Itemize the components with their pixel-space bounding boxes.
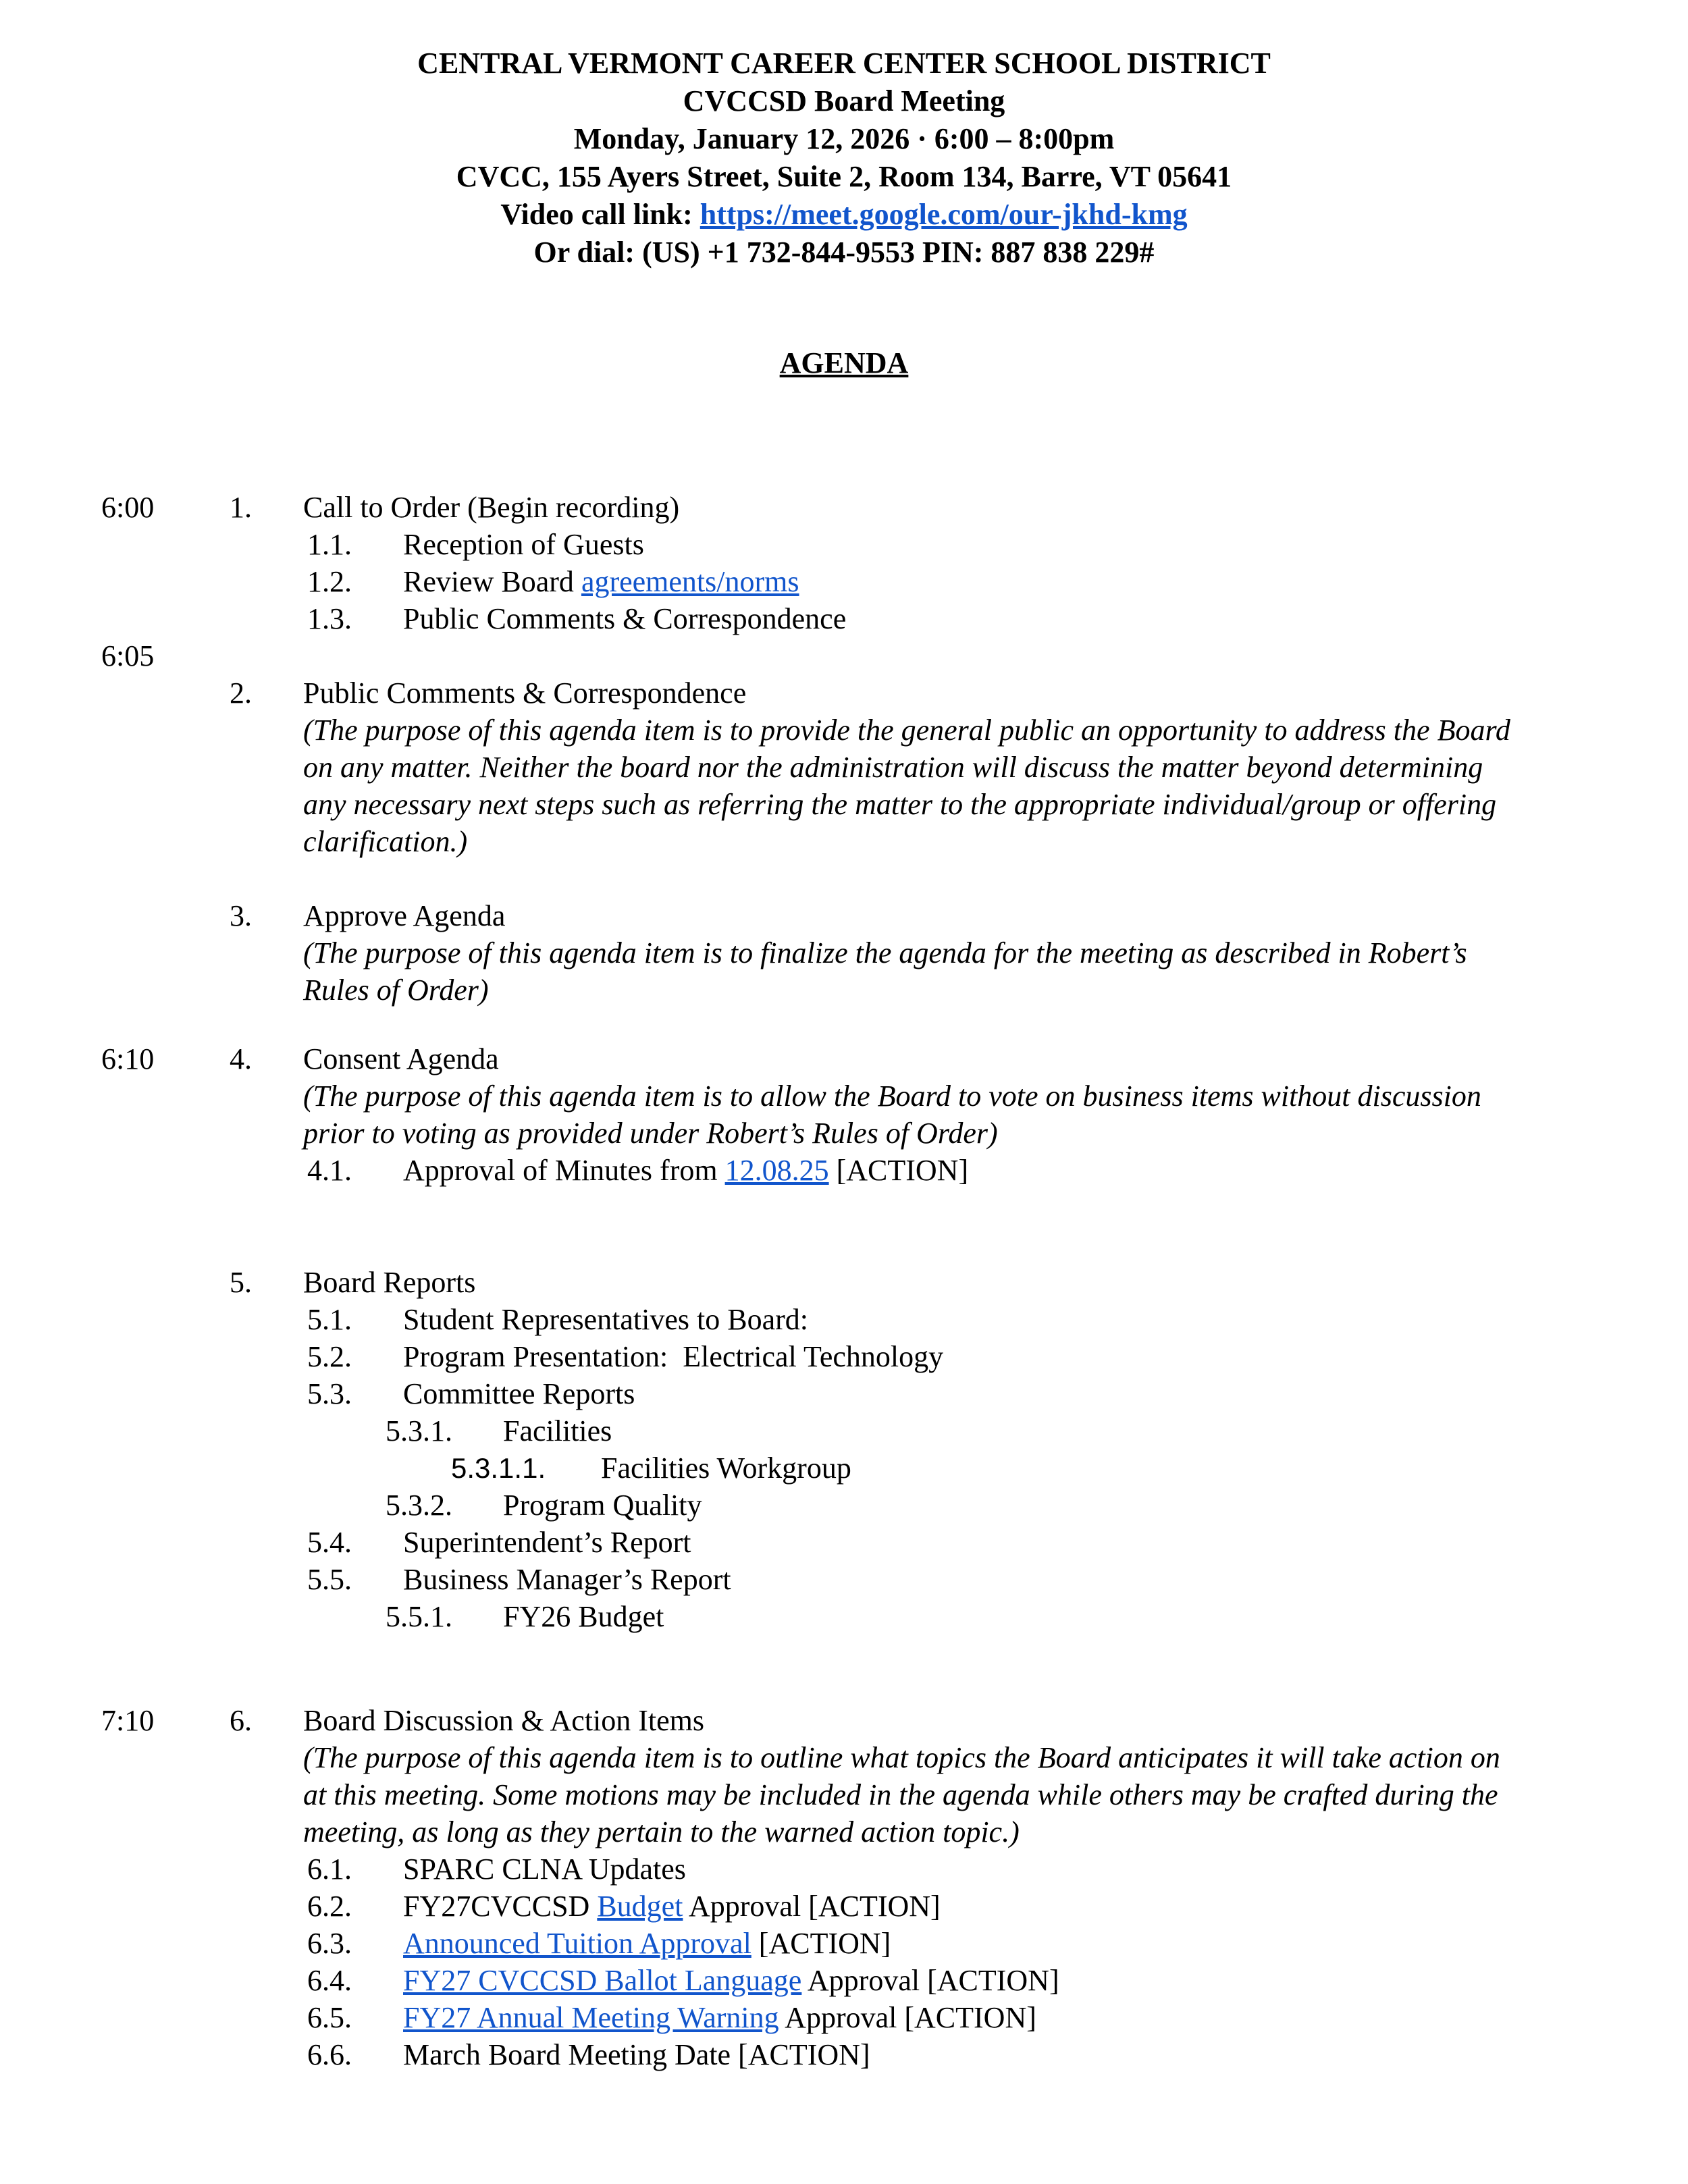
item-5-5-number: 5.5. <box>307 1563 352 1596</box>
time-6-05: 6:05 <box>101 639 155 672</box>
ballot-language-link[interactable]: FY27 CVCCSD Ballot Language <box>403 1964 802 1997</box>
item-5-3-1-number: 5.3.1. <box>386 1414 452 1447</box>
item-6-5-action: Approval [ACTION] <box>779 2001 1036 2034</box>
time-6-00: 6:00 <box>101 491 155 524</box>
video-call-link[interactable]: https://meet.google.com/our-jkhd-kmg <box>700 198 1188 231</box>
item-5-3-label: Committee Reports <box>403 1377 635 1410</box>
district-name: CENTRAL VERMONT CAREER CENTER SCHOOL DISTRICT <box>417 47 1271 80</box>
item-1-1-label: Reception of Guests <box>403 528 644 561</box>
minutes-12-08-25-link[interactable]: 12.08.25 <box>724 1154 829 1187</box>
item-1-2-line <box>403 563 799 600</box>
item-5-2-number: 5.2. <box>307 1340 352 1373</box>
meeting-location: CVCC, 155 Ayers Street, Suite 2, Room 134, Barre, VT 05641 <box>456 160 1232 193</box>
item-5-5-label: Business Manager’s Report <box>403 1563 731 1596</box>
item-4-1-line <box>403 1152 968 1189</box>
item-6-3-line <box>403 1925 891 1962</box>
item-6-3-action: [ACTION] <box>751 1927 891 1960</box>
item-5-3-number: 5.3. <box>307 1377 352 1410</box>
item-6-5-line <box>403 1999 1036 2036</box>
item-6-6-label: March Board Meeting Date [ACTION] <box>403 2038 870 2071</box>
item-5-number: 5. <box>230 1266 252 1299</box>
item-5-1-label: Student Representatives to Board: <box>403 1303 808 1336</box>
item-4-1-action: [ACTION] <box>828 1154 969 1187</box>
item-4-label: Consent Agenda <box>303 1042 499 1075</box>
item-5-4-label: Superintendent’s Report <box>403 1526 691 1559</box>
time-7-10: 7:10 <box>101 1704 155 1737</box>
time-6-10: 6:10 <box>101 1042 155 1075</box>
item-5-3-2-label: Program Quality <box>503 1489 702 1522</box>
item-6-4-action: Approval [ACTION] <box>801 1964 1059 1997</box>
item-3-description: (The purpose of this agenda item is to finalize the agenda for the meeting as described in Robert’s Rules of Order) <box>303 936 1467 1007</box>
annual-meeting-warning-link[interactable]: FY27 Annual Meeting Warning <box>403 2001 779 2034</box>
item-3-label: Approve Agenda <box>303 899 506 932</box>
item-6-description: (The purpose of this agenda item is to outline what topics the Board anticipates it will take action on at this meeting. Some motions may be included in the agenda while others may be crafted during the meeting, as long as they pertain to the warned action topic.) <box>303 1741 1500 1848</box>
agreements-norms-link[interactable]: agreements/norms <box>581 565 799 598</box>
item-3-number: 3. <box>230 899 252 932</box>
item-5-5-1-label: FY26 Budget <box>503 1600 664 1633</box>
item-6-number: 6. <box>230 1704 252 1737</box>
item-6-2-number: 6.2. <box>307 1890 352 1923</box>
budget-link[interactable]: Budget <box>597 1890 683 1923</box>
item-1-3-label: Public Comments & Correspondence <box>403 602 847 635</box>
item-6-2-prefix: FY27CVCCSD <box>403 1890 598 1923</box>
item-2-number: 2. <box>230 676 252 710</box>
item-6-2-line <box>403 1888 941 1925</box>
meeting-datetime: Monday, January 12, 2026 · 6:00 – 8:00pm <box>573 122 1115 155</box>
item-1-2-label: Review Board <box>403 565 581 598</box>
item-5-5-1-number: 5.5.1. <box>386 1600 452 1633</box>
item-6-5-number: 6.5. <box>307 2001 352 2034</box>
item-6-label: Board Discussion & Action Items <box>303 1704 704 1737</box>
item-1-3-number: 1.3. <box>307 602 352 635</box>
item-6-1-number: 6.1. <box>307 1853 352 1886</box>
item-1-label: Call to Order (Begin recording) <box>303 491 680 524</box>
item-5-3-1-label: Facilities <box>503 1414 612 1447</box>
item-6-4-line <box>403 1962 1059 1999</box>
item-5-1-number: 5.1. <box>307 1303 352 1336</box>
item-1-2-number: 1.2. <box>307 565 352 598</box>
item-5-4-number: 5.4. <box>307 1526 352 1559</box>
item-6-1-label: SPARC CLNA Updates <box>403 1853 686 1886</box>
item-4-1-number: 4.1. <box>307 1154 352 1187</box>
dial-in-line: Or dial: (US) +1 732-844-9553 PIN: 887 838 229# <box>533 236 1155 269</box>
item-4-number: 4. <box>230 1042 252 1075</box>
item-5-3-1-1-number: 5.3.1.1. <box>451 1452 546 1484</box>
announced-tuition-approval-link[interactable]: Announced Tuition Approval <box>403 1927 751 1960</box>
item-4-description: (The purpose of this agenda item is to allow the Board to vote on business items without discussion prior to voting as provided under Robert’s Rules of Order) <box>303 1080 1481 1150</box>
item-2-description: (The purpose of this agenda item is to provide the general public an opportunity to address the Board on any matter. Neither the board nor the administration will discuss the matter beyond determining any necessary next steps such as referring the matter to the appropriate individual/group or offering clarification.) <box>303 714 1510 858</box>
item-5-3-2-number: 5.3.2. <box>386 1489 452 1522</box>
item-4-1-label: Approval of Minutes from <box>403 1154 725 1187</box>
item-1-number: 1. <box>230 491 252 524</box>
item-5-label: Board Reports <box>303 1266 476 1299</box>
item-6-4-number: 6.4. <box>307 1964 352 1997</box>
item-5-3-1-1-label: Facilities Workgroup <box>601 1451 851 1485</box>
item-1-1-number: 1.1. <box>307 528 352 561</box>
item-6-2-action: Approval [ACTION] <box>683 1890 941 1923</box>
meeting-name: CVCCSD Board Meeting <box>683 84 1005 117</box>
item-6-6-number: 6.6. <box>307 2038 352 2071</box>
item-6-3-number: 6.3. <box>307 1927 352 1960</box>
agenda-title: AGENDA <box>779 346 909 379</box>
item-5-2-label: Program Presentation: Electrical Technology <box>403 1340 944 1373</box>
video-call-label: Video call link: <box>500 198 700 231</box>
item-2-label: Public Comments & Correspondence <box>303 676 747 710</box>
